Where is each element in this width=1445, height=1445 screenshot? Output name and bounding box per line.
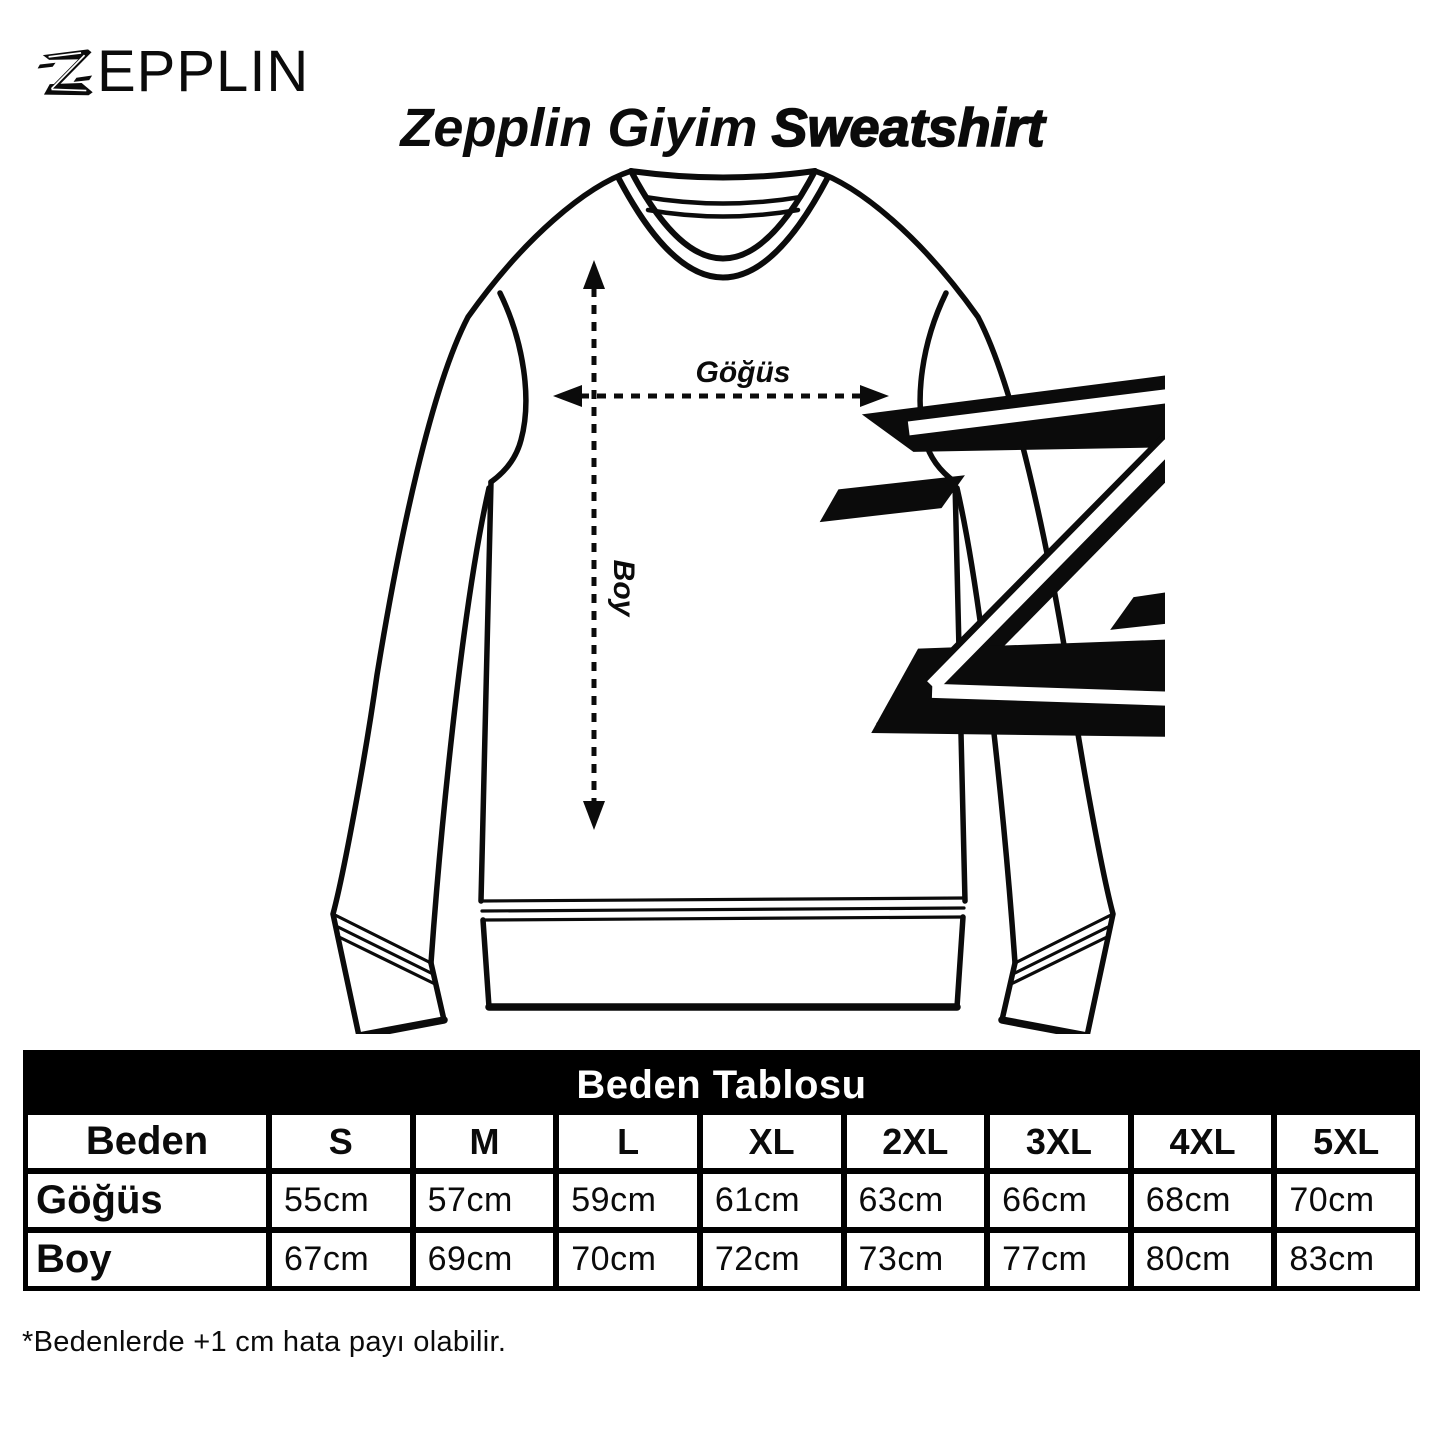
size-table bbox=[23, 1050, 1420, 1291]
chest-z-logo-icon bbox=[820, 368, 1165, 738]
cell-chest-m: 57cm bbox=[416, 1174, 554, 1227]
title-product-part: Sweatshirt bbox=[771, 98, 1045, 159]
arrow-left-head bbox=[553, 385, 582, 407]
size-table-title: Beden Tablosu bbox=[576, 1062, 867, 1107]
header-cell-l: L bbox=[559, 1115, 697, 1168]
cell-length-2xl: 73cm bbox=[847, 1233, 985, 1286]
page-title bbox=[0, 98, 1445, 159]
cell-chest-4xl: 68cm bbox=[1134, 1174, 1272, 1227]
cell-length-xl: 72cm bbox=[703, 1233, 841, 1286]
cell-length-4xl: 80cm bbox=[1134, 1233, 1272, 1286]
collar bbox=[619, 171, 827, 278]
brand-logo bbox=[36, 40, 309, 104]
header-cell-5xl: 5XL bbox=[1277, 1115, 1415, 1168]
cell-chest-xl: 61cm bbox=[703, 1174, 841, 1227]
right-cuff-bottom bbox=[1002, 1020, 1087, 1034]
header-cell-m: M bbox=[416, 1115, 554, 1168]
row-label-chest: Göğüs bbox=[28, 1174, 266, 1227]
header-cell-xl: XL bbox=[703, 1115, 841, 1168]
tolerance-note: *Bedenlerde +1 cm hata payı olabilir. bbox=[22, 1326, 507, 1358]
header-cell-2xl: 2XL bbox=[847, 1115, 985, 1168]
header-cell-4xl: 4XL bbox=[1134, 1115, 1272, 1168]
cell-length-l: 70cm bbox=[559, 1233, 697, 1286]
header-cell-s: S bbox=[272, 1115, 410, 1168]
length-dimension-arrow bbox=[583, 260, 605, 830]
cell-length-5xl: 83cm bbox=[1277, 1233, 1415, 1286]
row-label-length: Boy bbox=[28, 1233, 266, 1286]
arrow-top-head bbox=[583, 260, 605, 289]
cell-chest-s: 55cm bbox=[272, 1174, 410, 1227]
sweatshirt-drawing bbox=[281, 150, 1165, 1034]
hem-rib-lines bbox=[481, 898, 965, 920]
cell-chest-2xl: 63cm bbox=[847, 1174, 985, 1227]
header-cell-3xl: 3XL bbox=[990, 1115, 1128, 1168]
chest-dimension-label: Göğüs bbox=[695, 356, 791, 389]
arrow-right-head bbox=[860, 385, 889, 407]
cell-length-s: 67cm bbox=[272, 1233, 410, 1286]
left-cuff-bottom bbox=[359, 1020, 444, 1034]
brand-wordmark: EPPLIN bbox=[97, 39, 310, 104]
cell-length-3xl: 77cm bbox=[990, 1233, 1128, 1286]
cell-chest-3xl: 66cm bbox=[990, 1174, 1128, 1227]
cell-chest-5xl: 70cm bbox=[1277, 1174, 1415, 1227]
right-armhole-seam bbox=[920, 293, 955, 482]
back-collar-lines bbox=[645, 197, 801, 217]
sweatshirt-measurement-figure bbox=[281, 150, 1165, 1034]
cuff-rib-lines bbox=[333, 914, 1113, 984]
cell-chest-l: 59cm bbox=[559, 1174, 697, 1227]
title-brand-part: Zepplin Giyim bbox=[400, 98, 758, 159]
header-cell-beden: Beden bbox=[28, 1115, 266, 1168]
zepplin-z-logo-icon bbox=[36, 43, 96, 101]
length-dimension-label: Boy bbox=[607, 559, 640, 617]
left-armhole-seam bbox=[491, 293, 526, 482]
size-table-grid bbox=[28, 1115, 1415, 1286]
cell-length-m: 69cm bbox=[416, 1233, 554, 1286]
arrow-bottom-head bbox=[583, 801, 605, 830]
